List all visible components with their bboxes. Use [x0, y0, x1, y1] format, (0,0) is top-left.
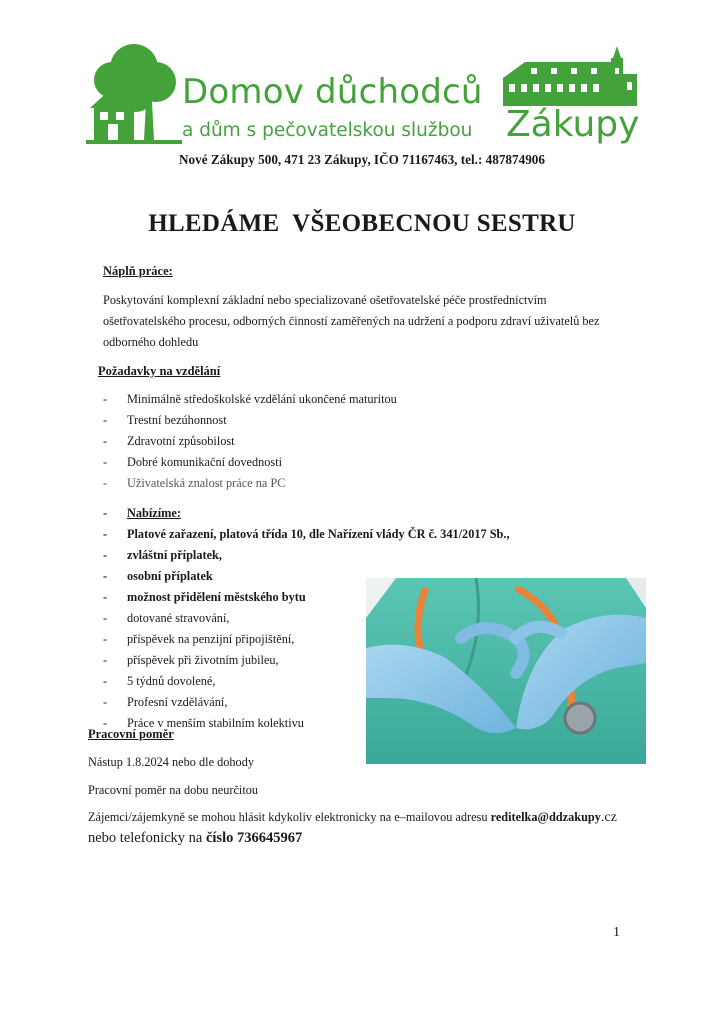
- email-domain: .cz: [600, 810, 617, 825]
- list-item: - dotované stravování,: [103, 608, 510, 629]
- employment-start: Nástup 1.8.2024 nebo dle dohody: [88, 755, 254, 769]
- list-item: - zvláštní příplatek,: [103, 545, 510, 566]
- list-item: - příspěvek při životním jubileu,: [103, 650, 510, 671]
- list-item: - Platové zařazení, platová třída 10, dle Nařízení vlády ČR č. 341/2017 Sb.,: [103, 524, 510, 545]
- logo-title: Domov důchodců: [182, 72, 483, 112]
- logo-town: Zákupy: [506, 104, 640, 145]
- list-item: - osobní příplatek: [103, 566, 510, 587]
- offer-heading: - Nabízíme:: [103, 503, 510, 524]
- job-content-text: [103, 290, 599, 353]
- list-item: - možnost přidělení městského bytu: [103, 587, 510, 608]
- logo-subtitle: a dům s pečovatelskou službou: [182, 120, 473, 141]
- list-item: - Profesní vzdělávání,: [103, 692, 510, 713]
- address-line: Nové Zákupy 500, 471 23 Zákupy, IČO 71167463, tel.: 487874906: [179, 152, 545, 167]
- job-content-heading: Náplň práce:: [103, 264, 173, 278]
- list-item: - 5 týdnů dovolené,: [103, 671, 510, 692]
- list-item: - Trestní bezúhonnost: [103, 410, 397, 431]
- page-title: HLEDÁME VŠEOBECNOU SESTRU: [148, 210, 576, 237]
- list-item: - příspěvek na penzijní připojištění,: [103, 629, 510, 650]
- phone-line: [88, 830, 302, 847]
- nurse-heart-hands-image: [366, 578, 646, 764]
- logo: [86, 42, 641, 154]
- job-content-line: Poskytování komplexní základní nebo specializované ošetřovatelské péče prostřednictvím: [103, 293, 547, 307]
- job-content-line: odborného dohledu: [103, 335, 199, 349]
- phone-prefix: nebo telefonicky na: [88, 830, 206, 846]
- building-icon: [501, 44, 639, 108]
- tree-house-icon: [86, 42, 182, 144]
- requirements-list: [103, 389, 397, 494]
- employment-heading: Pracovní poměr: [88, 727, 174, 741]
- requirements-heading: Požadavky na vzdělání: [98, 364, 221, 378]
- page-number: 1: [613, 925, 620, 940]
- list-item: - Zdravotní způsobilost: [103, 431, 397, 452]
- phone-number: číslo 736645967: [205, 830, 303, 846]
- contact-text: Zájemci/zájemkyně se mohou hlásit kdykoliv elektronicky na e–mailovou adresu: [88, 810, 491, 824]
- email-link[interactable]: reditelka@ddzakupy: [490, 810, 601, 824]
- job-content-line: ošetřovatelského procesu, odborných činností zaměřených na udržení a podporu zdraví uživatelů bez: [103, 314, 600, 328]
- list-item: - Dobré komunikační dovednosti: [103, 452, 397, 473]
- list-item: - Minimálně středoškolské vzdělání ukončené maturitou: [103, 389, 397, 410]
- list-item: - Práce v menším stabilním kolektivu: [103, 713, 510, 734]
- contact-line: [88, 810, 617, 826]
- employment-type: Pracovní poměr na dobu neurčitou: [88, 783, 259, 797]
- list-item: - Uživatelská znalost práce na PC: [103, 473, 397, 494]
